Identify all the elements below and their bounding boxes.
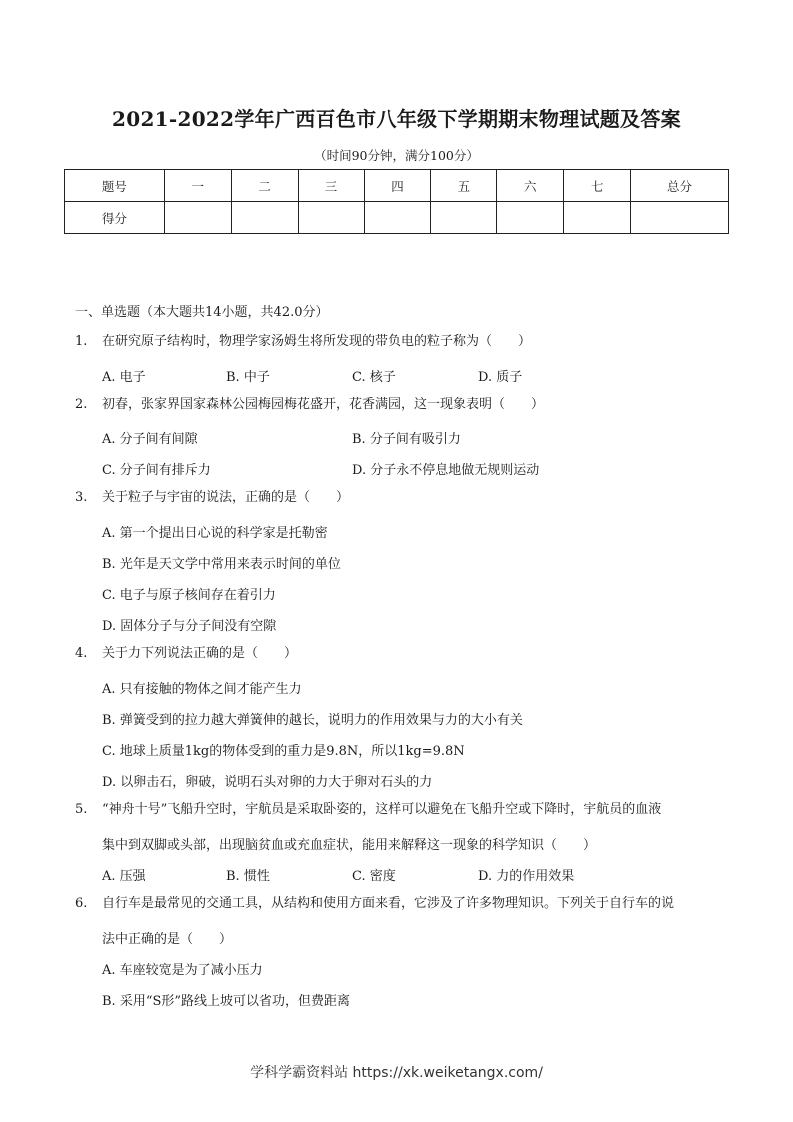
score-table [64, 169, 729, 234]
question-number: 1. [75, 334, 88, 349]
score-cell [231, 202, 298, 234]
option-a: A. 第一个提出日心说的科学家是托勒密 [102, 526, 328, 541]
question-4 [75, 639, 725, 669]
score-header-cell: 三 [298, 170, 364, 202]
option-d: D. 以卵击石，卵破，说明石头对卵的力大于卵对石头的力 [102, 775, 433, 790]
score-table-header-row [65, 170, 729, 202]
question-number: 5. [75, 802, 88, 817]
option-c: C. 密度 [352, 869, 396, 884]
question-number: 2. [75, 397, 88, 412]
score-header-cell: 题号 [65, 170, 165, 202]
question-text-continued: 法中正确的是（ ） [102, 932, 233, 947]
question-6 [75, 889, 725, 919]
score-header-cell: 六 [497, 170, 564, 202]
score-table-score-row [65, 202, 729, 234]
option-d: D. 质子 [478, 370, 523, 385]
score-header-cell: 七 [564, 170, 631, 202]
exam-duration-note: （时间90分钟，满分100分） [314, 148, 479, 163]
question-1 [75, 327, 725, 357]
question-text: 初春，张家界国家森林公园梅园梅花盛开，花香满园，这一现象表明（ ） [102, 397, 545, 412]
question-3 [75, 483, 725, 513]
score-header-cell: 总分 [631, 170, 729, 202]
score-cell [431, 202, 497, 234]
score-cell [564, 202, 631, 234]
option-c: C. 电子与原子核间存在着引力 [102, 588, 276, 603]
question-text: 自行车是最常见的交通工具，从结构和使用方面来看，它涉及了许多物理知识。下列关于自行车的说 [102, 896, 675, 911]
score-cell [298, 202, 364, 234]
option-c: C. 地球上质量1kg的物体受到的重力是9.8N，所以1kg=9.8N [102, 744, 465, 759]
option-b: B. 光年是天文学中常用来表示时间的单位 [102, 557, 341, 572]
option-d: D. 分子永不停息地做无规则运动 [352, 463, 540, 478]
option-b: B. 弹簧受到的拉力越大弹簧伸的越长，说明力的作用效果与力的大小有关 [102, 713, 523, 728]
question-text-continued: 集中到双脚或头部，出现脑贫血或充血症状，能用来解释这一现象的科学知识（ ） [102, 838, 597, 853]
question-2 [75, 390, 725, 420]
page-title: 2021-2022学年广西百色市八年级下学期期末物理试题及答案 [112, 107, 681, 131]
option-c: C. 核子 [352, 370, 396, 385]
question-number: 6. [75, 896, 88, 911]
score-header-cell: 五 [431, 170, 497, 202]
question-5 [75, 795, 725, 825]
score-header-cell: 二 [231, 170, 298, 202]
score-cell [631, 202, 729, 234]
question-text: 在研究原子结构时，物理学家汤姆生将所发现的带负电的粒子称为（ ） [102, 334, 532, 349]
question-text: 关于粒子与宇宙的说法，正确的是（ ） [102, 490, 350, 505]
option-d: D. 固体分子与分子间没有空隙 [102, 619, 277, 634]
score-cell [364, 202, 431, 234]
option-b: B. 采用“S形”路线上坡可以省功，但费距离 [102, 994, 351, 1009]
option-a: A. 压强 [102, 869, 146, 884]
section-heading: 一、单选题（本大题共14小题，共42.0分） [75, 305, 329, 320]
question-number: 4. [75, 646, 88, 661]
score-cell [164, 202, 231, 234]
footer-watermark-link[interactable]: 学科学霸资料站 https://xk.weiketangx.com/ [250, 1065, 543, 1081]
score-cell [497, 202, 564, 234]
score-header-cell: 一 [164, 170, 231, 202]
score-row-label: 得分 [65, 202, 165, 234]
option-b: B. 中子 [226, 370, 270, 385]
question-text: “神舟十号”飞船升空时，宇航员是采取卧姿的，这样可以避免在飞船升空或下降时，宇航员的血液 [102, 802, 662, 817]
option-a: A. 只有接触的物体之间才能产生力 [102, 682, 302, 697]
question-number: 3. [75, 490, 88, 505]
option-a: A. 车座较宽是为了减小压力 [102, 963, 263, 978]
score-header-cell: 四 [364, 170, 431, 202]
option-d: D. 力的作用效果 [478, 869, 575, 884]
option-a: A. 分子间有间隙 [102, 432, 198, 447]
question-text: 关于力下列说法正确的是（ ） [102, 646, 298, 661]
option-b: B. 惯性 [226, 869, 270, 884]
option-b: B. 分子间有吸引力 [352, 432, 461, 447]
option-a: A. 电子 [102, 370, 146, 385]
option-c: C. 分子间有排斥力 [102, 463, 211, 478]
